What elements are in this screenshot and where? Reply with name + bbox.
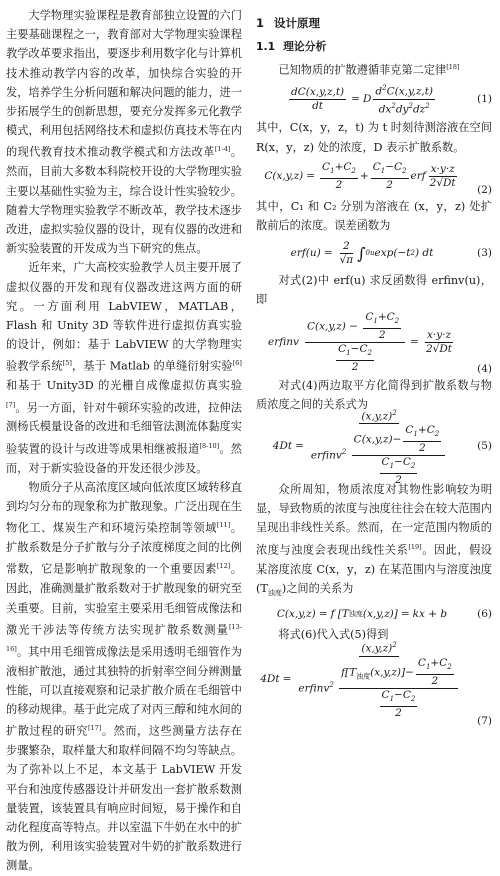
text: 。然而，这些测量方法存在步骤繁杂，取样量大和取样间隔不均匀等缺点。为了弥补以上不足，本文基于 LabVIEW 开发平台和浊度传感器设计并研发出一套扩散系数测量装置，该装置具有响应时间短，易于操作和自动化程度高等特点。并以室温下牛奶在水中的扩散为例，利用该实验装置对牛奶的扩散系数进行测量。 (6, 724, 242, 873)
text: 已知物质的扩散遵循菲克第二定律 (278, 64, 447, 78)
citation: [12] (216, 562, 231, 571)
text: 大学物理实验课程是教育部独立设置的六门主要基础课程之一，教育部对大学物理实验课程教学改革要求指出，要逐步利用数字化与计算机技术推动教学内容的改革，加快综合实验的开发，培养学生分析问题和解决问题的能力，进一步拓展学生的创新思想，要充分发挥多元化教学模式，利用包括网络技术和虚拟仿真技术等在内的现代教育技术推动教学模式和方法改革 (6, 9, 242, 160)
text: 。因此，假设某溶度浓度 C(x，y，z) 在某范围内与溶度浊度(T (256, 543, 492, 595)
equation-number: (2) (477, 183, 492, 196)
text: 。因此，准确测量扩散系数对于扩散现象的研究至关重要。目前，实验室主要采用毛细管成像法和激光干涉法等传统方法实现扩散系数测量 (6, 563, 242, 637)
section-number: 1 (256, 16, 265, 30)
text: 。另一方面，针对牛顿环实验的改进，拉伸法测杨氏模量设备的改进和毛细管法测流体黏度实验装置的设计与改进等成果相继被报道 (6, 401, 242, 456)
equation-4: erfinv C(x,y,z) − $\frac{C_1+C_2}{2}$ $\frac{C_1-C_2}{2}$ = $\frac{x\cdot y\cdot z}{2√Dt}$ (4) (268, 310, 492, 375)
equation-number: (4) (477, 362, 492, 375)
citation: [18] (446, 63, 460, 72)
citation: [1-4] (214, 145, 231, 154)
text: )之间的关系为 (281, 581, 354, 595)
equation-1: $\frac{dC(x,y,z,t)}{dt}$ = D $\frac{d^2C(x,y,z,t)}{dx^2dy^2dz^2}$ (1) (290, 84, 492, 116)
text: 众所周知，物质浓度对其物性影响较为明显，导致物质的浓度与浊度往往会在较大范围内呈现出非线性关系。然而，在一定范围内物质的浓度与浊度会表现出线性关系 (256, 482, 492, 557)
text: 。然而，目前大多数本科院校开设的大学物理实验主要以基础性实验为主，综合设计性实验较少。随着大学物理实验教学不断改革，教学技术逐步改进，虚拟实验仪器的设计，现有仪器的改进和新实验装置的开发成为当下研究的焦点。 (6, 146, 242, 256)
text: 。然而，对于新实验设备的开发还很少涉及。 (6, 442, 242, 475)
eq2-explanation: 其中，C₁ 和 C₂ 分别为溶液在 (x，y，z) 处扩散前后的浓度。误差函数为 (256, 199, 492, 232)
equation-3: erf(u) = $\frac{2}{√\pi}$ ∫ 0 u exp(−t 2 ) dt (3) (290, 239, 492, 266)
eq6-explanation: 将式(6)代入式(5)得到 (278, 628, 389, 642)
citation: [8-10] (199, 441, 220, 450)
text: 物质分子从高浓度区域向低浓度区域转移直到均匀分布的现象称为扩散现象。广泛出现在生物化工、煤炭生产和环境污染控制等领域 (6, 480, 242, 535)
equation-5: 4Dt = $(x,y,z)^2$ erfinv$^2$ C(x,y,z)− $\frac{C_1+C_2}{2}$ $\frac{C_1-C_2}{2}$ (5) (272, 408, 492, 487)
subsection-heading (256, 37, 492, 56)
citation: [13-16] (6, 622, 242, 653)
eq3-explanation: 对式(2)中 erf(u) 求反函数得 erfinv(u)，即 (256, 274, 492, 307)
citation: [6] (232, 359, 242, 368)
equation-number: (1) (477, 92, 492, 105)
equation-number: (5) (477, 440, 492, 453)
text: ，基于 Matlab 的单缝衍射实验 (71, 360, 233, 374)
subsection-number: 1.1 (256, 40, 276, 54)
text: 。扩散系数是分子扩散与分子浓度梯度之间的比例常数，它是影响扩散现象的一个重要因素 (6, 521, 242, 577)
intro-paragraph-1 (6, 6, 242, 258)
left-column (6, 6, 242, 876)
text: 近年来，广大高校实验教学人员主要开展了虚拟仪器的开发和现有仪器改进这两方面的研究。一方面利用 LabVIEW，MATLAB，Flash 和 Unity 3D 等软件进行虚拟仿真实验的设计，例如：基于 LabVIEW 的大学物理实验教学系统 (6, 261, 242, 374)
equation-number: (7) (477, 715, 492, 728)
fick-intro (256, 58, 492, 80)
citation: [5] (62, 359, 72, 368)
turbidity-paragraph (256, 480, 492, 603)
equation-6: C(x,y,z) = f [T 浊度 (x,y,z)] = kx + b (6) (276, 607, 492, 620)
subscript: 浊度 (267, 588, 282, 597)
intro-paragraph-3 (6, 478, 242, 876)
equation-number: (3) (477, 246, 492, 259)
equation-number: (6) (477, 607, 492, 620)
intro-paragraph-2 (6, 258, 242, 477)
citation: [7] (6, 400, 16, 409)
equation-7: 4Dt = $(x,y,z)^2$ erfinv$^2$ $f[T_{浊度}(x,y,z)]-$ $\frac{C_1+C_2}{2}$ $\frac{C_1-C_2}{2}$ (7) (260, 641, 492, 728)
section-title: 设计原理 (274, 16, 321, 30)
text: 。其中用毛细管成像法是采用透明毛细管作为液相扩散池，通过其独特的折射率空间分辨测量性能，可以直接观察和记录扩散介质在毛细管中的移动规律。基于此完成了对丙三醇和纯水间的扩散过程的研究 (6, 645, 242, 738)
text: 和基于 Unity3D 的光栅自成像虚拟仿真实验 (6, 379, 242, 393)
section-heading (256, 14, 492, 33)
right-column (256, 6, 492, 728)
subsection-title: 理论分析 (283, 40, 327, 54)
eq4-explanation: 对式(4)两边取平方化简得到扩散系数与物质浓度之间的关系式为 (256, 378, 492, 411)
equation-2: C(x,y,z) = $\frac{C_1+C_2}{2}$ + $\frac{C_1-C_2}{2}$ erf $\frac{x\cdot y\cdot z}{2√Dt}$ (2) (264, 161, 492, 196)
citation: [19] (408, 542, 422, 551)
eq1-explanation: 其中，C(x，y，z，t) 为 t 时刻待测溶液在空间 R(x，y，z) 处的浓度，D 表示扩散系数。 (256, 121, 492, 154)
citation: [11] (216, 521, 231, 530)
citation: [17] (88, 724, 102, 733)
